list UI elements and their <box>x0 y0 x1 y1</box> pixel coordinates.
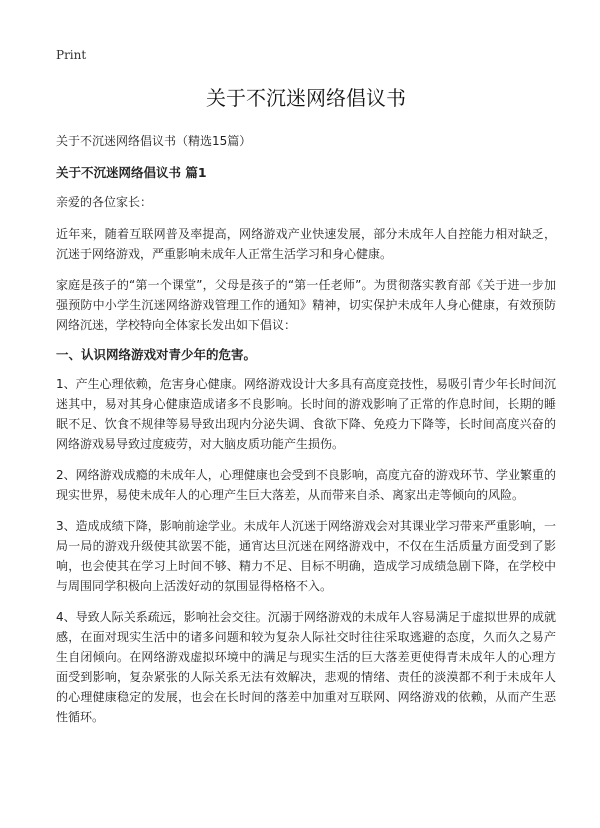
document-subtitle: 关于不沉迷网络倡议书（精选15篇） <box>56 134 252 148</box>
paragraph-point-4: 4、导致人际关系疏远，影响社会交往。沉溺于网络游戏的未成年人容易满足于虚拟世界的成就感，在面对现实生活中的诸多问题和较为复杂人际社交时往往采取逃避的态度，久而久之易产生自闭倾向。在网络游戏虚拟环境中的满足与现实生活的巨大落差更使得青未成年人的心理方面受到影响，复杂紧张的人际关系无法有效解决，悲观的情绪、责任的淡漠都不利于未成年人的心理健康稳定的发展，也会在长时间的落差中加重对互联网、网络游戏的依赖，从而产生恶性循环。 <box>56 610 556 724</box>
paragraph-point-1: 1、产生心理依赖，危害身心健康。网络游戏设计大多具有高度竞技性，易吸引青少年长时间沉迷其中，易对其身心健康造成诸多不良影响。长时间的游戏影响了正常的作息时间，长期的睡眠不足、饮食不规律等易导致出现内分泌失调、食欲下降、免疫力下降等，长时间高度兴奋的网络游戏易导致过度疲劳，对大脑皮质功能产生损伤。 <box>56 377 556 451</box>
greeting: 亲爱的各位家长： <box>56 195 153 209</box>
print-link[interactable]: Print <box>56 48 87 62</box>
article-heading: 关于不沉迷网络倡议书 篇1 <box>56 165 207 180</box>
section-heading-1: 一、认识网络游戏对青少年的危害。 <box>56 347 257 362</box>
paragraph-intro: 近年来，随着互联网普及率提高，网络游戏产业快速发展，部分未成年人自控能力相对缺乏，沉迷于网络游戏，严重影响未成年人正常生活学习和身心健康。 <box>56 227 556 261</box>
paragraph-point-3: 3、造成成绩下降，影响前途学业。未成年人沉迷于网络游戏会对其课业学习带来严重影响，一局一局的游戏升级使其欲罢不能，通宵达旦沉迷在网络游戏中，不仅在生活质量方面受到了影响，也会使其在学习上时间不够、精力不足、目标不明确，造成学习成绩急剧下降，在学校中与周围同学积极向上活泼好动的氛围显得格格不入。 <box>56 519 556 593</box>
document-title: 关于不沉迷网络倡议书 <box>206 86 406 110</box>
paragraph-initiative: 家庭是孩子的“第一个课堂”，父母是孩子的“第一任老师”。为贯彻落实教育部《关于进一步加强预防中小学生沉迷网络游戏管理工作的通知》精神，切实保护未成年人身心健康，有效预防网络沉迷，学校特向全体家长发出如下倡议： <box>56 278 556 332</box>
paragraph-point-2: 2、网络游戏成瘾的未成年人，心理健康也会受到不良影响，高度亢奋的游戏环节、学业繁重的现实世界，易使未成年人的心理产生巨大落差，从而带来自杀、离家出走等倾向的风险。 <box>56 468 556 502</box>
